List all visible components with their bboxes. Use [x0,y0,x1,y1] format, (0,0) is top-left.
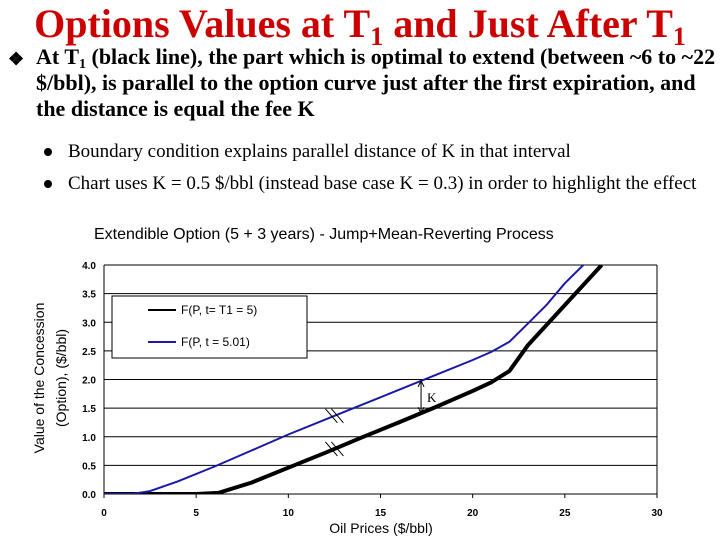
x-tick-label: 20 [467,508,479,519]
y-tick-label: 2.5 [82,346,96,358]
y-tick-label: 1.5 [82,404,96,416]
bullet-diamond-icon: ❖ [8,49,25,69]
legend-label-2: F(P, t = 5.01) [181,335,250,349]
y-axis-label-units: (Option), ($/bbl) [53,328,69,428]
y-tick-label: 3.5 [82,289,96,301]
y-tick-label: 0.5 [82,461,96,473]
sub-bullet-1-text: Boundary condition explains parallel distance of K in that interval [68,141,571,162]
x-tick-label: 10 [282,508,294,519]
y-tick-label: 2.0 [82,375,96,387]
x-tick-label: 0 [101,508,107,519]
x-tick-label: 5 [193,508,199,519]
x-axis-label: Oil Prices ($/bbl) [329,520,433,536]
slide-title: Options Values at $T_1$ and Just After $T_1$ [34,1,686,51]
y-axis-label: Value of the Concession [31,302,47,454]
k-annotation-label: K [427,390,437,406]
x-tick-label: 30 [651,508,663,519]
x-tick-label: 25 [559,508,571,519]
bullet-main-text: At $T_1$ (black line), the part which is optimal to extend (between ~6 to ~22 $/bbl), is parallel to the option curve just after the first expiration, and the distance is equal the fee K [36,44,716,121]
sub-bullet-2-text: Chart uses K = 0.5 $/bbl (instead base case K = 0.3) in order to highlight the effect [68,173,697,194]
x-tick-label: 15 [374,508,387,519]
legend-label-1: F(P, t= T1 = 5) [181,303,258,317]
y-tick-label: 4.0 [82,261,96,272]
chart-title: Extendible Option (5 + 3 years) - Jump+Mean-Reverting Process [94,226,554,243]
y-tick-label: 1.0 [82,432,96,444]
y-tick-label: 3.0 [82,318,96,330]
y-tick-label: 0.0 [82,490,96,501]
